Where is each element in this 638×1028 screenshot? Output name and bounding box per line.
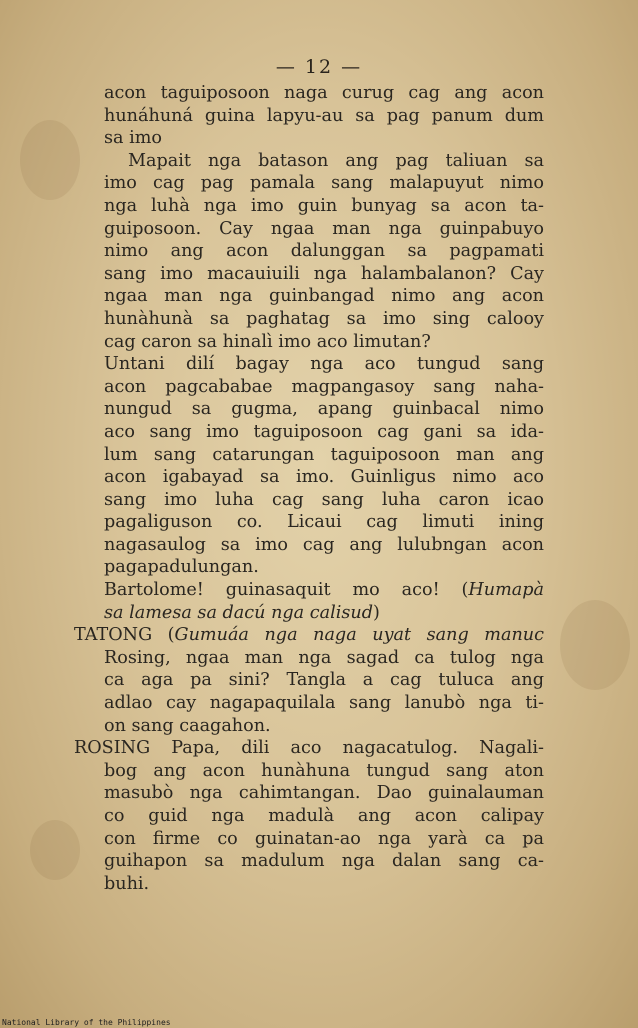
text-line: adlao cay nagapaquilala sang lanubò nga ti- xyxy=(104,693,544,714)
library-watermark: National Library of the Philippines xyxy=(2,1018,171,1027)
text-line: acon pagcababae magpangasoy sang naha- xyxy=(104,376,544,397)
page-number: — 12 — xyxy=(275,56,363,78)
text-line: ca aga pa sini? Tangla a cag tuluca ang xyxy=(104,670,544,691)
text-line: hunàhunà sa paghatag sa imo sing calooy xyxy=(104,308,544,329)
text-line: nga luhà nga imo guin bunyag sa acon ta- xyxy=(104,195,544,216)
text-line: on sang caagahon. xyxy=(104,715,271,736)
stage-direction: Gumuáa nga naga uyat sang manuc xyxy=(174,625,544,646)
stain xyxy=(560,600,630,690)
speaker-rosing: ROSING Papa, dili aco nagacatulog. Nagali- xyxy=(74,738,544,759)
speaker-tatong: TATONG ( xyxy=(74,625,175,646)
text-line: Untani dilí bagay nga aco tungud sang xyxy=(104,354,544,375)
stain xyxy=(30,820,80,880)
text-line: sa imo xyxy=(104,128,163,149)
text-line: aco sang imo taguiposoon cag gani sa ida- xyxy=(104,421,544,442)
text-line: ngaa man nga guinbangad nimo ang acon xyxy=(104,286,544,307)
text-line: pagapadulungan. xyxy=(104,557,259,578)
text-line: pagaliguson co. Licaui cag limuti ining xyxy=(104,512,544,533)
text-line: nimo ang acon dalunggan sa pagpamati xyxy=(104,241,544,262)
text-line: masubò nga cahimtangan. Dao guinalauman xyxy=(104,783,544,804)
speaker-line xyxy=(74,624,544,647)
text-line: lum sang catarungan taguiposoon man ang xyxy=(104,444,544,465)
text-line: cag caron sa hinalì imo aco limutan? xyxy=(104,331,431,352)
body-text xyxy=(74,82,544,895)
text-line: con firme co guinatan-ao nga yarà ca pa xyxy=(104,828,544,849)
text-line: guihapon sa madulum nga dalan sang ca- xyxy=(104,851,544,872)
text-line: buhi. xyxy=(104,873,150,894)
stage-direction-line: Bartolome! guinasaquit mo aco! (Humapà xyxy=(104,580,544,601)
stage-direction: sa lamesa sa dacú nga calisud xyxy=(104,602,373,623)
stage-direction-line: sa lamesa sa dacú nga calisud) xyxy=(104,602,380,623)
text-line: sang imo macauiuili nga halambalanon? Cay xyxy=(104,263,544,284)
text-line: Mapait nga batason ang pag taliuan sa xyxy=(128,150,544,171)
text-line: guiposoon. Cay ngaa man nga guinpabuyo xyxy=(104,218,544,239)
text-line: nagasaulog sa imo cag ang lulubngan acon xyxy=(104,534,544,555)
text-line: acon igabayad sa imo. Guinligus nimo aco xyxy=(104,467,544,488)
text-line: Rosing, ngaa man nga sagad ca tulog nga xyxy=(104,647,544,668)
text-line: co guid nga madulà ang acon calipay xyxy=(104,806,544,826)
text-line: sang imo luha cag sang luha caron icao xyxy=(104,489,544,510)
text-line: hunáhuná guina lapyu-au sa pag panum dum xyxy=(104,105,544,126)
stain xyxy=(20,120,80,200)
text-line: imo cag pag pamala sang malapuyut nimo xyxy=(104,173,544,194)
text-line: bog ang acon hunàhuna tungud sang aton xyxy=(104,760,544,781)
stage-direction: Humapà xyxy=(468,580,544,601)
text-line: acon taguiposoon naga curug cag ang acon xyxy=(104,83,544,103)
text-line: nungud sa gugma, apang guinbacal nimo xyxy=(104,399,544,420)
